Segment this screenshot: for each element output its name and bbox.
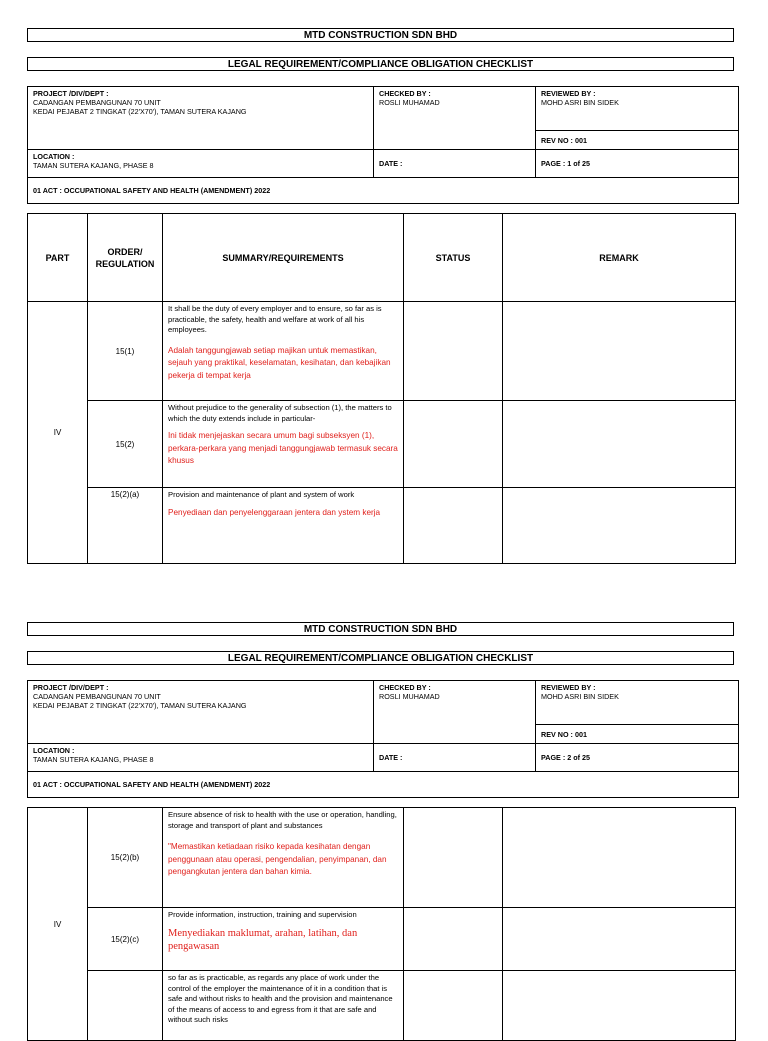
project-label: PROJECT /DIV/DEPT : xyxy=(33,89,109,98)
status-cell[interactable] xyxy=(404,302,503,401)
checked-label: CHECKED BY : xyxy=(379,683,431,692)
location-value: TAMAN SUTERA KAJANG, PHASE 8 xyxy=(33,755,154,764)
date-field: DATE : xyxy=(374,150,536,178)
project-cell xyxy=(28,87,374,150)
checked-value: ROSLI MUHAMAD xyxy=(379,692,440,701)
remark-cell[interactable] xyxy=(503,971,736,1041)
project-line2: KEDAI PEJABAT 2 TINGKAT (22'X70'), TAMAN SUTERA KAJANG xyxy=(33,701,247,710)
info-table xyxy=(27,680,739,798)
remark-cell[interactable] xyxy=(503,488,736,564)
regulation-cell: 15(2) xyxy=(88,401,163,488)
requirement-ms: "Memastikan ketiadaan risiko kepada kesihatan dengan penggunaan atau operasi, pengendalian, penyimpanan, dan pengangkutan jentera dan bahan kimia. xyxy=(168,842,387,876)
header-summary: SUMMARY/REQUIREMENTS xyxy=(163,214,404,302)
reviewed-label: REVIEWED BY : xyxy=(541,89,596,98)
summary-cell xyxy=(163,908,404,971)
header-part: PART xyxy=(28,214,88,302)
header-order: ORDER/ REGULATION xyxy=(88,214,163,302)
requirement-en: Without prejudice to the generality of subsection (1), the matters to which the duty extends include in particular- xyxy=(168,403,392,423)
act-title: 01 ACT : OCCUPATIONAL SAFETY AND HEALTH (AMENDMENT) 2022 xyxy=(28,772,739,798)
reviewed-value: MOHD ASRI BIN SIDEK xyxy=(541,692,619,701)
date-field: DATE : xyxy=(374,744,536,772)
act-title: 01 ACT : OCCUPATIONAL SAFETY AND HEALTH (AMENDMENT) 2022 xyxy=(28,178,739,204)
info-table xyxy=(27,86,739,204)
project-label: PROJECT /DIV/DEPT : xyxy=(33,683,109,692)
project-cell xyxy=(28,681,374,744)
summary-cell xyxy=(163,401,404,488)
requirement-ms: Ini tidak menjejaskan secara umum bagi subseksyen (1), perkara-perkara yang menjadi tanggungjawab termasuk secara khusus xyxy=(168,431,398,465)
part-cell: IV xyxy=(28,808,88,1041)
company-banner: MTD CONSTRUCTION SDN BHD xyxy=(27,622,734,636)
regulation-cell: 15(2)(a) xyxy=(88,488,163,564)
requirement-en: Provide information, instruction, training and supervision xyxy=(168,910,357,919)
rev-no: REV NO : 001 xyxy=(536,725,739,744)
status-cell[interactable] xyxy=(404,808,503,908)
regulation-cell: 15(2)(c) xyxy=(88,908,163,971)
location-label: LOCATION : xyxy=(33,152,75,161)
requirement-en: Provision and maintenance of plant and system of work xyxy=(168,490,355,499)
reviewed-label: REVIEWED BY : xyxy=(541,683,596,692)
summary-cell xyxy=(163,808,404,908)
reviewed-cell xyxy=(536,681,739,725)
checked-label: CHECKED BY : xyxy=(379,89,431,98)
page-number: PAGE : 1 of 25 xyxy=(536,150,739,178)
location-value: TAMAN SUTERA KAJANG, PHASE 8 xyxy=(33,161,154,170)
summary-cell xyxy=(163,302,404,401)
checked-cell xyxy=(374,681,536,744)
requirement-ms: Menyediakan maklumat, arahan, latihan, dan pengawasan xyxy=(168,927,358,952)
checked-cell xyxy=(374,87,536,150)
checklist-title: LEGAL REQUIREMENT/COMPLIANCE OBLIGATION CHECKLIST xyxy=(27,57,734,71)
project-line1: CADANGAN PEMBANGUNAN 70 UNIT xyxy=(33,692,161,701)
remark-cell[interactable] xyxy=(503,908,736,971)
reviewed-cell xyxy=(536,87,739,131)
rev-no: REV NO : 001 xyxy=(536,131,739,150)
summary-cell xyxy=(163,971,404,1041)
remark-cell[interactable] xyxy=(503,808,736,908)
reviewed-value: MOHD ASRI BIN SIDEK xyxy=(541,98,619,107)
regulation-cell xyxy=(88,971,163,1041)
requirement-ms: Adalah tanggungjawab setiap majikan untuk memastikan, sejauh yang praktikal, keselamatan, kesihatan, dan kebajikan pekerja di tempat kerja xyxy=(168,345,391,380)
location-label: LOCATION : xyxy=(33,746,75,755)
project-line2: KEDAI PEJABAT 2 TINGKAT (22'X70'), TAMAN SUTERA KAJANG xyxy=(33,107,247,116)
requirement-en: Ensure absence of risk to health with the use or operation, handling, storage and transport of plant and substances xyxy=(168,810,397,830)
status-cell[interactable] xyxy=(404,488,503,564)
regulation-cell: 15(1) xyxy=(88,302,163,401)
header-status: STATUS xyxy=(404,214,503,302)
status-cell[interactable] xyxy=(404,401,503,488)
requirements-table xyxy=(27,807,736,1041)
company-banner: MTD CONSTRUCTION SDN BHD xyxy=(27,28,734,42)
checklist-title: LEGAL REQUIREMENT/COMPLIANCE OBLIGATION CHECKLIST xyxy=(27,651,734,665)
requirement-en: It shall be the duty of every employer and to ensure, so far as is practicable, the safety, health and welfare at work of all his employees. xyxy=(168,304,382,334)
part-cell: IV xyxy=(28,302,88,564)
location-cell xyxy=(28,150,374,178)
requirement-en: so far as is practicable, as regards any place of work under the control of the employer the maintenance of it in a condition that is safe and without risks to health and the provision and maintenance of the means of access to and egress from it that are safe and without such risks xyxy=(168,973,393,1024)
location-cell xyxy=(28,744,374,772)
regulation-cell: 15(2)(b) xyxy=(88,808,163,908)
remark-cell[interactable] xyxy=(503,401,736,488)
status-cell[interactable] xyxy=(404,908,503,971)
requirement-ms: Penyediaan dan penyelenggaraan jentera dan ystem kerja xyxy=(168,507,381,517)
page-number: PAGE : 2 of 25 xyxy=(536,744,739,772)
checked-value: ROSLI MUHAMAD xyxy=(379,98,440,107)
project-line1: CADANGAN PEMBANGUNAN 70 UNIT xyxy=(33,98,161,107)
requirements-table xyxy=(27,213,736,564)
remark-cell[interactable] xyxy=(503,302,736,401)
header-remark: REMARK xyxy=(503,214,736,302)
summary-cell xyxy=(163,488,404,564)
status-cell[interactable] xyxy=(404,971,503,1041)
